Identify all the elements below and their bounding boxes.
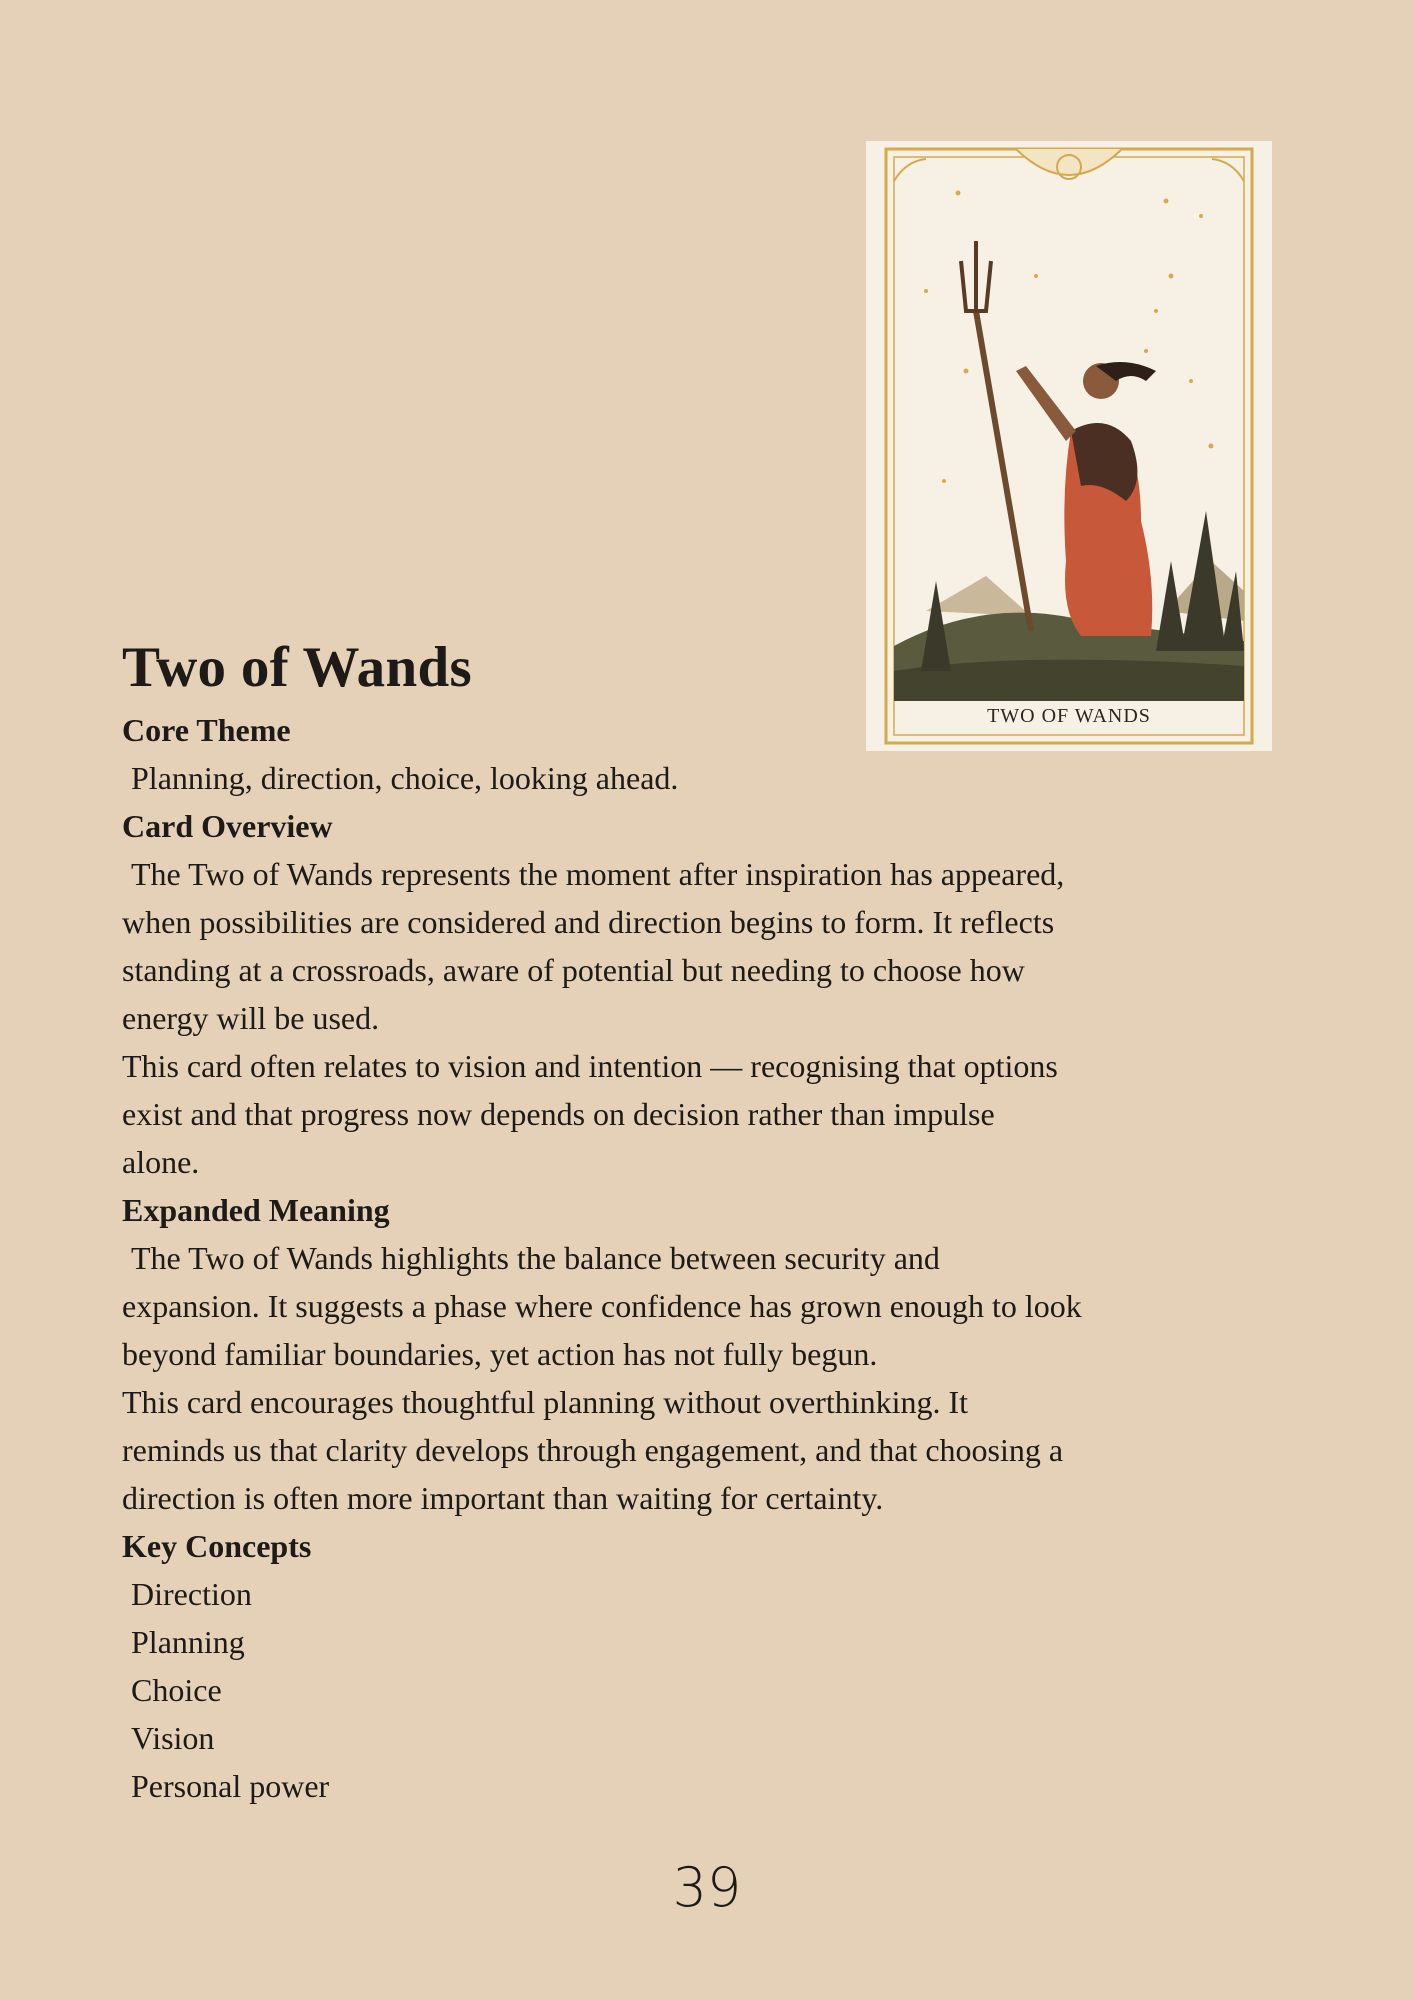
overview-line: energy will be used. — [122, 1000, 380, 1036]
meaning-line: reminds us that clarity develops through engagement, and that choosing a — [122, 1432, 1064, 1468]
overview-line: alone. — [122, 1144, 200, 1180]
meaning-line: direction is often more important than waiting for certainty. — [122, 1480, 884, 1516]
card-description — [122, 630, 1292, 1810]
overview-line: exist and that progress now depends on decision rather than impulse — [122, 1096, 995, 1132]
page-title: Two of Wands — [122, 636, 472, 699]
key-concept-item: Vision — [131, 1720, 215, 1756]
overview-line: when possibilities are considered and direction begins to form. It reflects — [122, 904, 1055, 940]
card-caption: TWO OF WANDS — [987, 705, 1151, 727]
key-concept-item: Choice — [131, 1672, 222, 1708]
overview-line: This card often relates to vision and intention — recognising that options — [122, 1048, 1058, 1084]
page-number: 39 — [672, 1856, 742, 1919]
core-theme-heading: Core Theme — [122, 712, 291, 748]
meaning-line: This card encourages thoughtful planning without overthinking. It — [122, 1384, 969, 1420]
key-concept-item: Planning — [131, 1624, 245, 1660]
meaning-line: expansion. It suggests a phase where confidence has grown enough to look — [122, 1288, 1082, 1324]
key-concept-item: Direction — [131, 1576, 252, 1612]
meaning-line: The Two of Wands highlights the balance between security and — [131, 1240, 940, 1276]
core-theme-text: Planning, direction, choice, looking ahead. — [131, 760, 679, 796]
overview-line: The Two of Wands represents the moment after inspiration has appeared, — [131, 856, 1065, 892]
key-concept-item: Personal power — [131, 1768, 330, 1804]
meaning-line: beyond familiar boundaries, yet action has not fully begun. — [122, 1336, 878, 1372]
expanded-meaning-heading: Expanded Meaning — [122, 1192, 390, 1228]
card-overview-heading: Card Overview — [122, 808, 333, 844]
overview-line: standing at a crossroads, aware of potential but needing to choose how — [122, 952, 1025, 988]
key-concepts-heading: Key Concepts — [122, 1528, 312, 1564]
